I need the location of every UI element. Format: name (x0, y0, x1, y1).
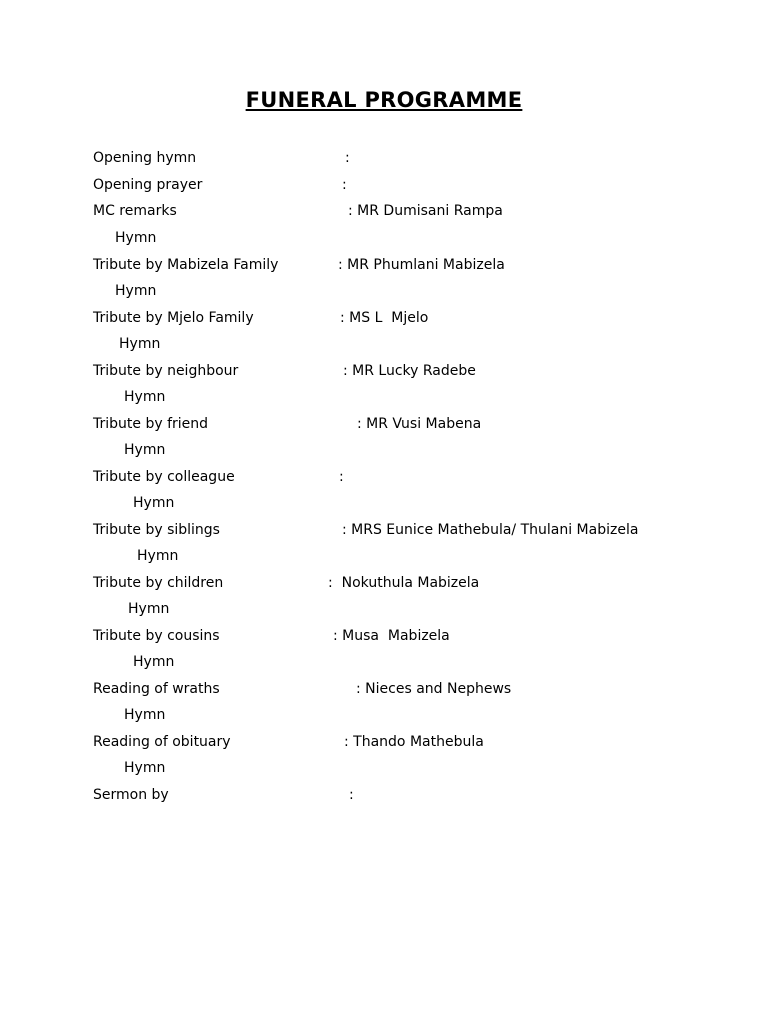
hymn-line: Hymn (128, 601, 170, 617)
hymn-line: Hymn (124, 442, 166, 458)
programme-item-label: Tribute by friend (93, 416, 209, 432)
programme-item-value: : Nieces and Nephews (356, 681, 512, 697)
hymn-line: Hymn (115, 283, 157, 299)
programme-item-value: : Musa Mabizela (333, 628, 450, 644)
programme-item-value: : Thando Mathebula (344, 734, 484, 750)
programme-item-value: : MRS Eunice Mathebula/ Thulani Mabizela (342, 522, 639, 538)
hymn-line: Hymn (133, 654, 175, 670)
programme-item-label: Sermon by (93, 787, 169, 803)
programme-item-label: Tribute by Mjelo Family (93, 310, 254, 326)
hymn-line: Hymn (115, 230, 157, 246)
hymn-line: Hymn (124, 707, 166, 723)
programme-item-value: : Nokuthula Mabizela (328, 575, 480, 591)
programme-item-label: Opening hymn (93, 150, 197, 166)
programme-item-value: : MR Dumisani Rampa (348, 203, 503, 219)
programme-item-value: : MR Vusi Mabena (357, 416, 482, 432)
programme-item-label: Reading of obituary (93, 734, 231, 750)
page-title: FUNERAL PROGRAMME (245, 88, 523, 112)
programme-item-label: Opening prayer (93, 177, 203, 193)
programme-item-value: : MR Phumlani Mabizela (338, 257, 505, 273)
programme-item-label: MC remarks (93, 203, 177, 219)
programme-item-value: : (342, 177, 347, 193)
hymn-line: Hymn (133, 495, 175, 511)
hymn-line: Hymn (124, 760, 166, 776)
hymn-line: Hymn (119, 336, 161, 352)
programme-item-label: Tribute by cousins (93, 628, 220, 644)
hymn-line: Hymn (124, 389, 166, 405)
programme-item-label: Tribute by neighbour (93, 363, 239, 379)
programme-item-label: Tribute by colleague (93, 469, 235, 485)
programme-item-value: : MR Lucky Radebe (343, 363, 476, 379)
programme-item-label: Tribute by children (93, 575, 224, 591)
programme-item-value: : MS L Mjelo (340, 310, 429, 326)
programme-item-value: : (349, 787, 354, 803)
programme-item-value: : (339, 469, 344, 485)
hymn-line: Hymn (137, 548, 179, 564)
programme-item-label: Tribute by siblings (93, 522, 220, 538)
programme-item-label: Reading of wraths (93, 681, 220, 697)
programme-item-value: : (345, 150, 350, 166)
programme-item-label: Tribute by Mabizela Family (93, 257, 279, 273)
